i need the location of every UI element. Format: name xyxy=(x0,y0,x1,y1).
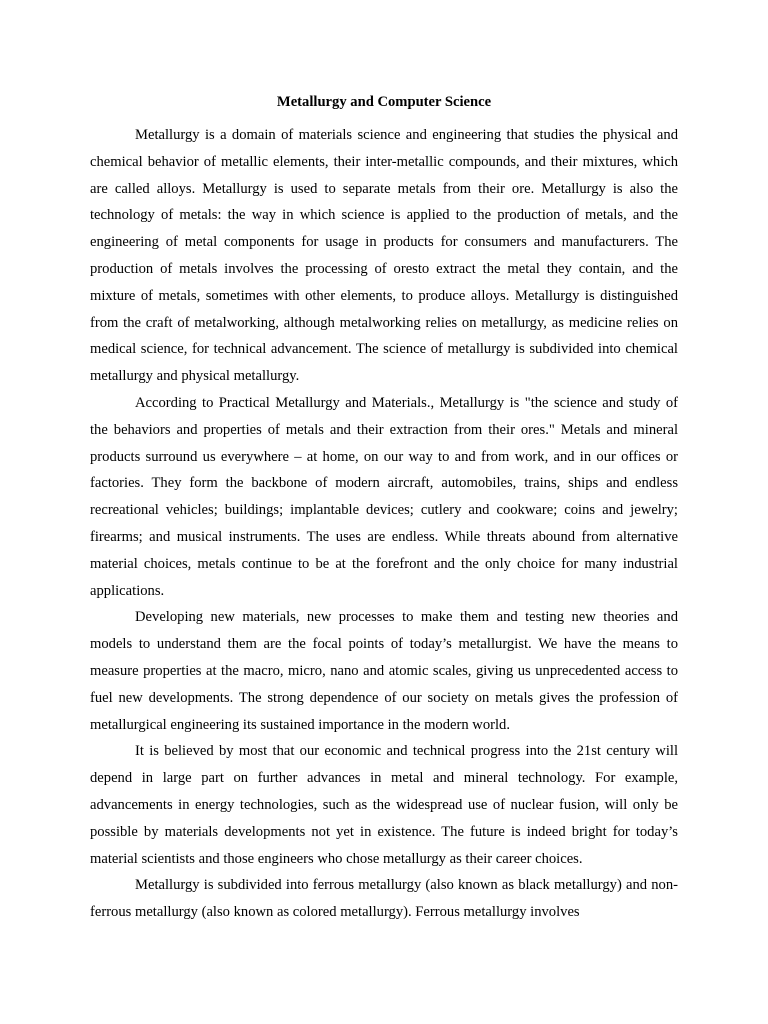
paragraph-4: It is believed by most that our economic and technical progress into the 21st century will depend in large part on further advances in metal and mineral technology. For example, advancements in energy technologies, such as the widespread use of nuclear fusion, will only be possible by materials developments not yet in existence. The future is indeed bright for today’s material scientists and those engineers who chose metallurgy as their career choices. xyxy=(90,743,678,867)
paragraph-5: Metallurgy is subdivided into ferrous metallurgy (also known as black metallurgy) and non-ferrous metallurgy (also known as colored metallurgy). Ferrous metallurgy involves xyxy=(90,877,678,921)
document-title: Metallurgy and Computer Science xyxy=(276,94,492,110)
paragraph-1: Metallurgy is a domain of materials science and engineering that studies the physical and chemical behavior of metallic elements, their inter-metallic compounds, and their mixtures, which are called alloys. Metallurgy is used to separate metals from their ore. Metallurgy is also the technology of metals: the way in which science is applied to the production of metals, and the engineering of metal components for usage in products for consumers and manufacturers. The production of metals involves the processing of oresto extract the metal they contain, and the mixture of metals, sometimes with other elements, to produce alloys. Metallurgy is distinguished from the craft of metalworking, although metalworking relies on metallurgy, as medicine relies on medical science, for technical advancement. The science of metallurgy is subdivided into chemical metallurgy and physical metallurgy. xyxy=(90,127,678,385)
document-page xyxy=(90,90,678,926)
paragraph-2: According to Practical Metallurgy and Materials., Metallurgy is "the science and study of the behaviors and properties of metals and their extraction from their ores." Metals and mineral products surround us everywhere – at home, on our way to and from work, and in our offices or factories. They form the backbone of modern aircraft, automobiles, trains, ships and endless recreational vehicles; buildings; implantable devices; cutlery and cookware; coins and jewelry; firearms; and musical instruments. The uses are endless. While threats abound from alternative material choices, metals continue to be at the forefront and the only choice for many industrial applications. xyxy=(90,394,678,599)
paragraph-3: Developing new materials, new processes to make them and testing new theories and models to understand them are the focal points of today’s metallurgist. We have the means to measure properties at the macro, micro, nano and atomic scales, giving us unprecedented access to fuel new developments. The strong dependence of our society on metals gives the profession of metallurgical engineering its sustained importance in the modern world. xyxy=(90,609,678,733)
